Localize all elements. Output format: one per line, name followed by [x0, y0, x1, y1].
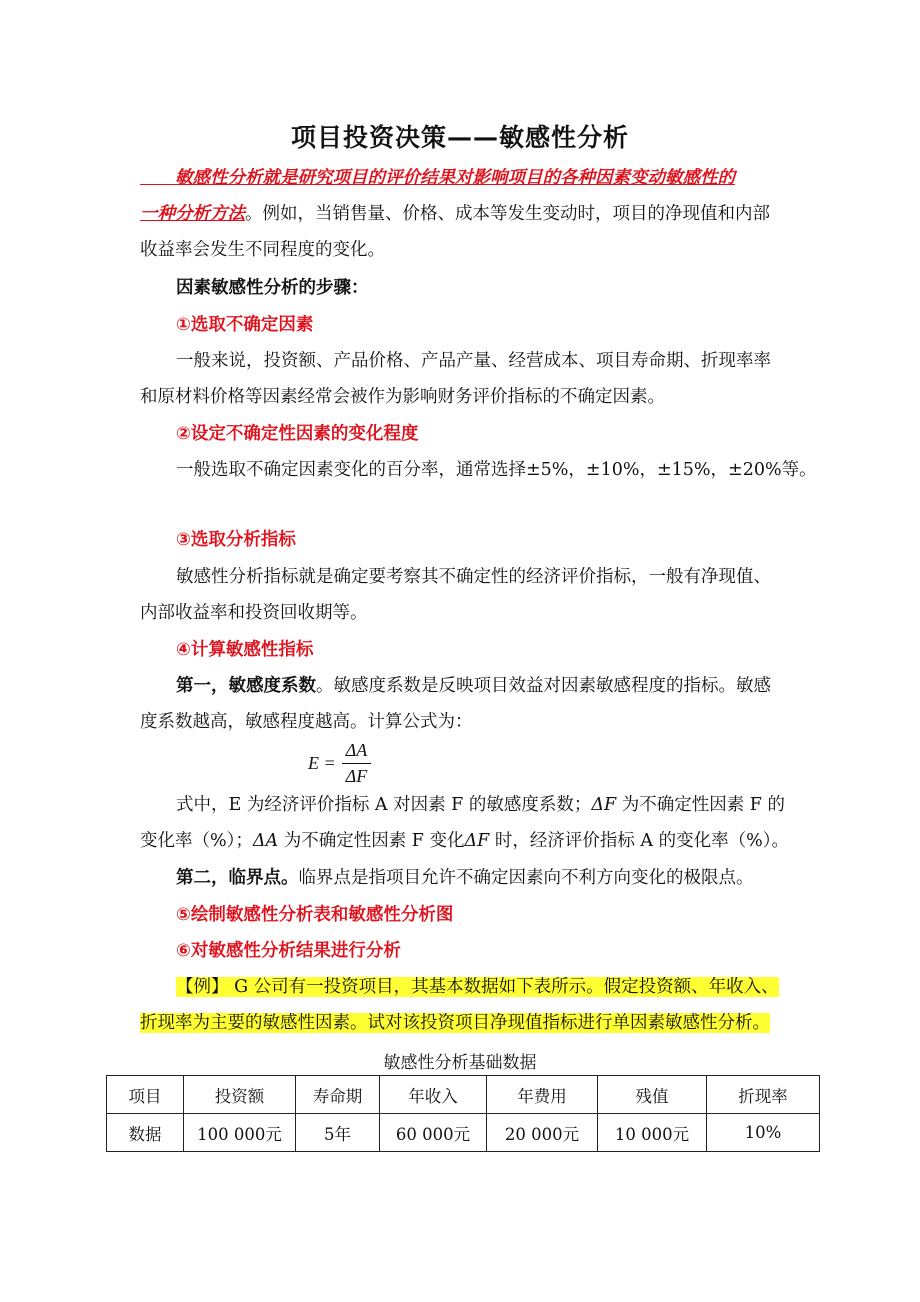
- second-bold-label: 第二，临界点。: [176, 868, 299, 888]
- step4-first-line-2: 度系数越高，敏感程度越高。计算公式为：: [140, 712, 473, 732]
- data-cell: 10 000元: [598, 1114, 707, 1152]
- second-text: 临界点是指项目允许不确定因素向不利方向变化的极限点。: [298, 868, 754, 888]
- step4-first-line-1: [176, 675, 820, 697]
- definition-text-2: 一种分析方法: [140, 204, 245, 224]
- explain-text-b: 为不确定性因素 F 的: [616, 795, 785, 815]
- formula-denominator: ΔF: [345, 766, 368, 786]
- step4-heading: ④计算敏感性指标: [176, 640, 314, 660]
- first-bold-label: 第一，敏感度系数: [176, 676, 316, 696]
- intro-line-3: 收益率会发生不同程度的变化。: [140, 240, 385, 260]
- explain-text-d: 为不确定性因素 F 变化: [278, 831, 465, 851]
- step5-heading: ⑤绘制敏感性分析表和敏感性分析图: [176, 905, 454, 925]
- data-cell: 20 000元: [487, 1114, 598, 1152]
- data-cell: 60 000元: [380, 1114, 487, 1152]
- formula-explain-line-2: [140, 830, 820, 852]
- page-title: 项目投资决策——敏感性分析: [290, 123, 629, 152]
- table-caption: 敏感性分析基础数据: [383, 1053, 537, 1073]
- formula-lhs: E =: [308, 753, 336, 773]
- step6-heading: ⑥对敏感性分析结果进行分析: [176, 941, 401, 961]
- header-cell: 投资额: [184, 1076, 296, 1114]
- step3-heading: ③选取分析指标: [176, 530, 296, 550]
- basic-data-table: [106, 1075, 820, 1152]
- header-cell: 折现率: [707, 1076, 820, 1114]
- definition-text-1: 敏感性分析就是研究项目的评价结果对影响项目的各种因素变动敏感性的: [175, 168, 735, 188]
- example-line-2: [140, 1012, 820, 1034]
- intro-line-1: [140, 167, 820, 189]
- explain-delta-f-2: ΔF: [464, 831, 490, 851]
- intro-line-2: [140, 203, 820, 225]
- data-cell: 数据: [107, 1114, 184, 1152]
- example-text-2: 折现率为主要的敏感性因素。试对该投资项目净现值指标进行单因素敏感性分析。: [140, 1013, 770, 1033]
- data-cell: 5年: [296, 1114, 380, 1152]
- step2-text-1: 一般选取不确定因素变化的百分率，通常选择±5%，±10%，±15%，±20%等。: [176, 460, 817, 480]
- step1-text-1: 一般来说，投资额、产品价格、产品产量、经营成本、项目寿命期、折现率率: [176, 351, 771, 371]
- formula-explain-line-1: [176, 794, 820, 816]
- example-text-1: 【例】 G 公司有一投资项目，其基本数据如下表所示。假定投资额、年收入、: [176, 977, 779, 997]
- step1-text-2: 和原材料价格等因素经常会被作为影响财务评价指标的不确定因素。: [140, 387, 665, 407]
- explain-delta-a: ΔA: [252, 831, 279, 851]
- formula-fraction: [342, 740, 372, 787]
- explain-text-c: 变化率（%）；: [140, 831, 253, 851]
- header-cell: 年费用: [487, 1076, 598, 1114]
- data-cell: 100 000元: [184, 1114, 296, 1152]
- step1-heading: ①选取不确定因素: [176, 315, 314, 335]
- step2-heading: ②设定不确定性因素的变化程度: [176, 424, 419, 444]
- header-cell: 项目: [107, 1076, 184, 1114]
- explain-delta-f: ΔF: [591, 795, 617, 815]
- step3-text-1: 敏感性分析指标就是确定要考察其不确定性的经济评价指标，一般有净现值、: [176, 567, 771, 587]
- header-cell: 寿命期: [296, 1076, 380, 1114]
- example-line-1: [176, 976, 820, 998]
- intro-text-1: 。例如，当销售量、价格、成本等发生变动时，项目的净现值和内部: [245, 204, 770, 224]
- data-cell: 10%: [707, 1114, 820, 1152]
- table-header-row: [107, 1076, 820, 1114]
- first-text-1: 。敏感度系数是反映项目效益对因素敏感程度的指标。敏感: [316, 676, 771, 696]
- sensitivity-formula: [308, 740, 371, 787]
- formula-numerator: ΔA: [342, 740, 372, 764]
- header-cell: 残值: [598, 1076, 707, 1114]
- explain-text-e: 时，经济评价指标 A 的变化率（%）。: [489, 831, 790, 851]
- step3-text-2: 内部收益率和投资回收期等。: [140, 603, 368, 623]
- steps-heading: 因素敏感性分析的步骤：: [176, 278, 369, 298]
- step4-second-line: [176, 867, 820, 889]
- table-row: [107, 1114, 820, 1152]
- header-cell: 年收入: [380, 1076, 487, 1114]
- explain-text-a: 式中，E 为经济评价指标 A 对因素 F 的敏感度系数；: [176, 795, 592, 815]
